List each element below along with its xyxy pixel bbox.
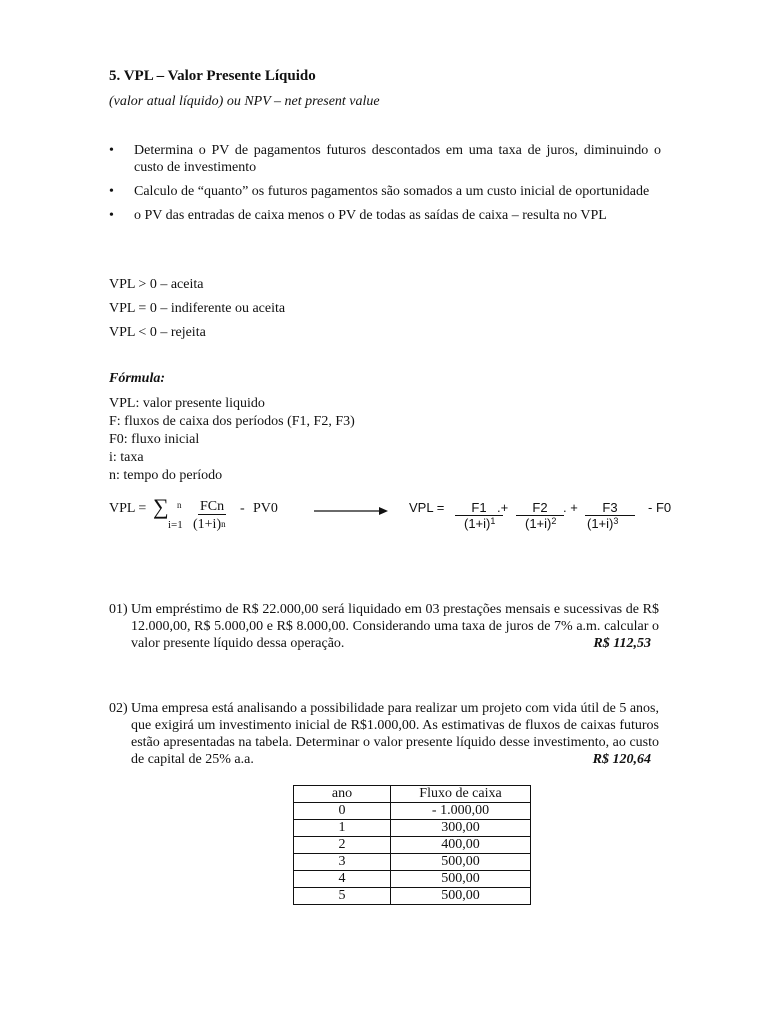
cell-year: 0 — [294, 803, 391, 820]
term1-numerator: F1 — [455, 500, 503, 516]
question-01 — [109, 601, 659, 652]
question-02 — [109, 700, 659, 768]
bullet-text: Determina o PV de pagamentos futuros descontados em uma taxa de juros, diminuindo o custo de investimento — [134, 143, 661, 175]
formula-minus: - — [240, 501, 245, 516]
term3-denominator: $(1+i)^3$ — [587, 516, 619, 531]
section-title: 5. VPL – Valor Presente Líquido — [109, 68, 316, 84]
definition-line: i: taxa — [109, 450, 144, 465]
cell-cash-flow: 500,00 — [391, 888, 531, 905]
question-text: Um empréstimo de R$ 22.000,00 será liquidado em 03 prestações mensais e sucessivas de R$ 12.000,00, R$ 5.000,00 e R$ 8.000,00. Considerando uma taxa de juros de 7% a.m. calcular o valor presente líquido dessa operação. R$ 112,53 — [131, 602, 659, 651]
formula-tail: PV0 — [253, 501, 278, 516]
question-number: 02) — [109, 701, 128, 716]
table-row — [294, 803, 531, 820]
bullet-text: Calculo de “quanto” os futuros pagamentos são somados a um custo inicial de oportunidade — [134, 184, 650, 199]
term2-separator: . + — [563, 500, 578, 515]
sum-upper: n — [177, 500, 182, 510]
cell-year: 4 — [294, 871, 391, 888]
formula-definitions — [109, 395, 355, 485]
definition-line: F0: fluxo inicial — [109, 432, 200, 447]
bullet-icon: • — [109, 184, 114, 199]
expanded-tail: - F0 — [648, 500, 672, 515]
formula-numerator: FCn — [200, 499, 225, 514]
cell-year: 3 — [294, 854, 391, 871]
table-row — [294, 871, 531, 888]
term3-numerator: F3 — [585, 500, 635, 516]
table-row — [294, 837, 531, 854]
question-number: 01) — [109, 602, 128, 617]
bullet-list — [109, 142, 661, 231]
expanded-lhs: VPL = — [409, 500, 445, 515]
rule-accept: VPL > 0 – aceita — [109, 277, 204, 292]
cell-cash-flow: 500,00 — [391, 854, 531, 871]
cell-cash-flow: 300,00 — [391, 820, 531, 837]
sum-lower: i=1 — [168, 519, 183, 531]
header-cash-flow: Fluxo de caixa — [391, 786, 531, 803]
cell-cash-flow: 400,00 — [391, 837, 531, 854]
rule-reject: VPL < 0 – rejeita — [109, 325, 206, 340]
bullet-item — [109, 183, 661, 200]
table-row — [294, 854, 531, 871]
bullet-icon: • — [109, 143, 114, 158]
term1-separator: .+ — [497, 500, 509, 515]
bullet-item — [109, 142, 661, 176]
rule-indifferent: VPL = 0 – indiferente ou aceita — [109, 301, 286, 316]
formula-lhs: VPL = — [109, 501, 147, 516]
decision-rules — [109, 276, 285, 348]
question-answer: R$ 120,64 — [592, 752, 651, 767]
definition-line: n: tempo do período — [109, 468, 223, 483]
bullet-item — [109, 207, 661, 224]
cell-year: 1 — [294, 820, 391, 837]
header-year: ano — [294, 786, 391, 803]
term2-denominator: $(1+i)^2$ — [525, 516, 557, 531]
definition-line: F: fluxos de caixa dos períodos (F1, F2, F3) — [109, 414, 355, 429]
question-text: Uma empresa está analisando a possibilidade para realizar um projeto com vida útil de 5 anos, que exigirá um investimento inicial de R$1.000,00. As estimativas de fluxos de caixas futuros estão apresentadas na tabela. Determinar o valor presente líquido desse investimento, ao custo de capital de 25% a.a. R$ 120,64 — [131, 701, 659, 767]
definition-line: VPL: valor presente liquido — [109, 396, 265, 411]
term2-numerator: F2 — [516, 500, 564, 516]
bullet-icon: • — [109, 208, 114, 223]
arrow-right-icon — [313, 504, 389, 518]
cell-year: 2 — [294, 837, 391, 854]
section-subtitle: (valor atual líquido) ou NPV – net present value — [109, 94, 380, 109]
cash-flow-table — [293, 785, 531, 905]
cell-year: 5 — [294, 888, 391, 905]
formula-denominator: $(1+i)^n$ — [193, 517, 226, 532]
table-row — [294, 820, 531, 837]
table-header-row — [294, 786, 531, 803]
formula-label: Fórmula: — [109, 371, 166, 386]
sum-icon: ∑ — [153, 494, 169, 519]
cell-cash-flow: - 1.000,00 — [391, 803, 531, 820]
table-row — [294, 888, 531, 905]
term1-denominator: $(1+i)^1$ — [464, 516, 496, 531]
question-answer: R$ 112,53 — [593, 636, 651, 651]
bullet-text: o PV das entradas de caixa menos o PV de todas as saídas de caixa – resulta no VPL — [134, 208, 607, 223]
cell-cash-flow: 500,00 — [391, 871, 531, 888]
